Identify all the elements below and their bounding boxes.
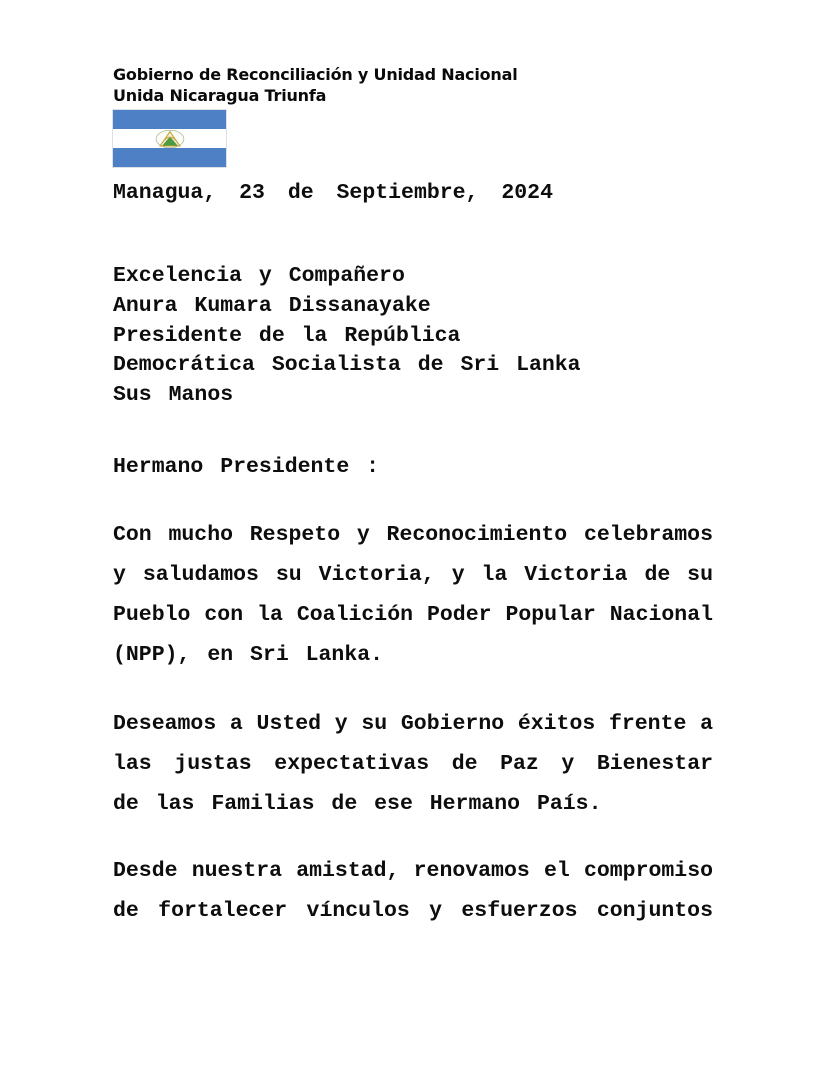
recipient-block [113, 262, 581, 411]
letterhead [113, 64, 518, 106]
text-line: de las Familias de ese Hermano País. [113, 792, 602, 816]
flag-stripe-middle [113, 129, 226, 148]
text-line: Desde nuestra amistad, renovamos el compromiso [113, 859, 713, 883]
nicaragua-flag [113, 110, 226, 167]
text-line: Excelencia y Compañero [113, 264, 405, 288]
letterhead-motto: Unida Nicaragua Triunfa [113, 86, 327, 105]
text-line: Pueblo con la Coalición Poder Popular Nacional [113, 603, 713, 627]
text-line: Anura Kumara Dissanayake [113, 293, 431, 318]
text-line: Sus Manos [113, 383, 234, 408]
text-line: Con mucho Respeto y Reconocimiento celebramos [113, 523, 713, 547]
text-line: Presidente de la República [113, 323, 461, 348]
dateline: Managua, 23 de Septiembre, 2024 [113, 181, 553, 205]
body-paragraph-3 [113, 851, 713, 931]
body-paragraph-1 [113, 515, 713, 675]
text-line: Democrática Socialista de Sri Lanka [113, 353, 581, 378]
text-line: Deseamos a Usted y su Gobierno éxitos frente a [113, 712, 713, 736]
text-line: de fortalecer vínculos y esfuerzos conjuntos [113, 899, 713, 923]
flag-emblem-icon [155, 129, 185, 148]
text-line: y saludamos su Victoria, y la Victoria de su [113, 563, 713, 587]
flag-stripe-top [113, 110, 226, 129]
body-paragraph-2 [113, 704, 713, 824]
text-line: las justas expectativas de Paz y Bienestar [113, 752, 713, 776]
salutation: Hermano Presidente : [113, 455, 380, 479]
text-line: (NPP), en Sri Lanka. [113, 643, 384, 667]
flag-stripe-bottom [113, 148, 226, 167]
letterhead-title: Gobierno de Reconciliación y Unidad Nacional [113, 65, 518, 84]
